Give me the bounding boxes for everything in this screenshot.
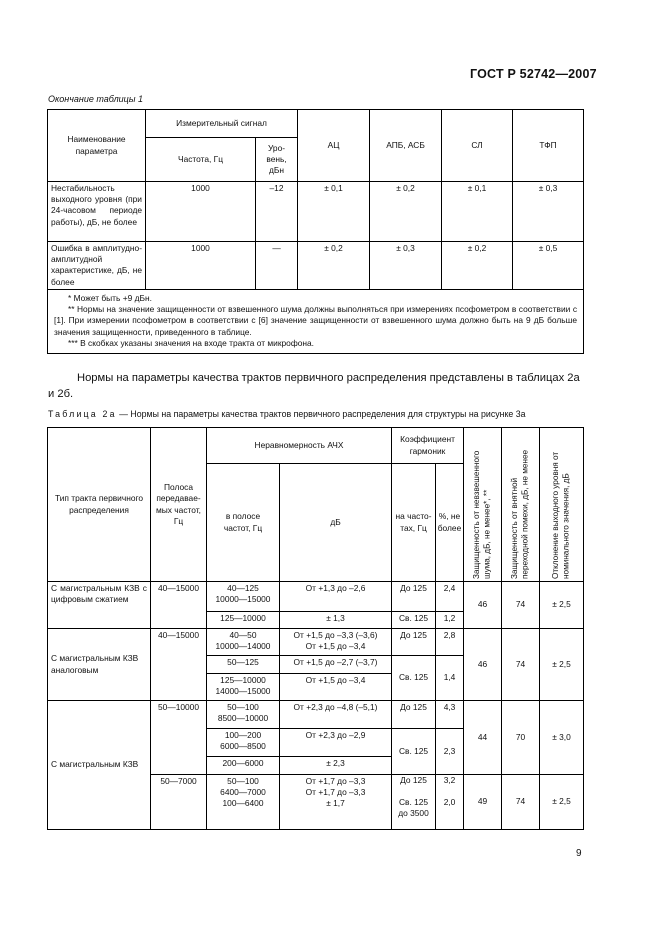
t2-header-harm-freq: на часто- тах, Гц [392,464,436,582]
t1-header-tfp: ТФП [513,110,584,182]
t2-g2-level: ± 2,5 [540,629,584,701]
t1-row2-freq: 1000 [146,242,256,290]
t2-g2-harm-pct-2: 1,4 [436,656,464,701]
table-row [48,242,584,290]
standard-header: ГОСТ Р 52742—2007 [470,67,597,81]
t1-row2-tfp: ± 0,5 [513,242,584,290]
t2-g3a-range-3: 200—6000 [207,757,280,775]
t2-g1-harm-freq-1: До 125 [392,582,436,612]
t1-row1-param: Нестабильность выходного уровня (при 24-часовом периоде работы), дБ, не более [48,182,146,242]
t2-g3a-harm-pct-1: 4,3 [436,701,464,729]
t1-row1-freq: 1000 [146,182,256,242]
body-paragraph: Нормы на параметры качества трактов первичного распределения представлены в таблицах 2а и 2б. [48,372,580,400]
t2-header-db: дБ [280,464,392,582]
t2-g3a-range-1: 50—100 8500—10000 [207,701,280,729]
note-2: ** Нормы на значение защищенности от взвешенного шума должны выполняться при измерениях псофометром в соответствии с [1]. При измерении псофометром в соответствии с [6] значение защищенности от взвешенного шума должно быть на 9 дБ больше значения защищенности, приведенного в таблице. [54,304,578,337]
t1-row1-tfp: ± 0,3 [513,182,584,242]
t2-g2-range-3: 125—10000 14000—15000 [207,674,280,701]
table-row [48,582,584,612]
t2-header-harm-pct: %, не более [436,464,464,582]
t2-g3b-range-1: 50—100 6400—7000 100—6400 [207,775,280,830]
t2-header-achx: Неравномерность АЧХ [207,428,392,464]
t2-g3a-range-2: 100—200 6000—8500 [207,729,280,757]
t2-g1-band: 40—15000 [151,582,207,629]
table2a-caption-label: Таблица 2а [48,409,117,419]
t2-g2-range-2: 50—125 [207,656,280,674]
t1-header-sl: СЛ [442,110,513,182]
t1-row2-level: — [256,242,298,290]
t1-row1-ac: ± 0,1 [298,182,370,242]
note-3: *** В скобках указаны значения на входе тракта от микрофона. [68,337,314,348]
t2-g1-harm-pct-2: 1,2 [436,612,464,629]
t2-g3b-harm-freq-1: До 125 [400,775,427,785]
t2-g3b-harm-pct-2: 2,0 [443,797,456,807]
t2-g1-db-1: От +1,3 до –2,6 [280,582,392,612]
t1-header-apb: АПБ, АСБ [370,110,442,182]
t2-header-cross: Защищенность от внятной переходной помехи, дБ, не менее [510,449,530,579]
t2-header-level-dev: Отклонение выходного уровня от номинального значения, дБ [551,451,571,579]
table2a-caption-text: — Нормы на параметры качества трактов первичного распределения для структуры на рисунке 3а [116,409,526,419]
table-row [48,629,584,656]
table2a-caption [48,409,588,419]
t2-header-band: Полоса передавае- мых частот, Гц [151,428,207,582]
t2-g3a-band: 50—10000 [151,701,207,775]
t2-g3-type: С магистральным КЗВ [48,701,151,830]
table1-caption: Окончание таблицы 1 [48,94,143,104]
t2-g3a-db-2: От +2,3 до –2,9 [280,729,392,757]
t1-header-ac: АЦ [298,110,370,182]
t2-g2-noise: 46 [464,629,502,701]
t2-header-harm: Коэффициент гармоник [392,428,464,464]
t1-row1-apb: ± 0,2 [370,182,442,242]
table-2a [47,427,584,830]
t2-g1-type: С магистральным КЗВ с цифровым сжатием [48,582,151,629]
t1-row1-level: –12 [256,182,298,242]
t1-row2-ac: ± 0,2 [298,242,370,290]
page-number: 9 [576,848,582,859]
t2-g2-harm-pct-1: 2,8 [436,629,464,656]
t2-g2-range-1: 40—50 10000—14000 [207,629,280,656]
t2-g3a-level: ± 3,0 [540,701,584,775]
t2-g1-level: ± 2,5 [540,582,584,629]
note-1: * Может быть +9 дБн. [68,293,152,303]
t2-g3a-noise: 44 [464,701,502,775]
t2-g2-db-1: От +1,5 до –3,3 (–3,6) От +1,5 до –3,4 [280,629,392,656]
t1-row2-apb: ± 0,3 [370,242,442,290]
t1-header-signal: Измерительный сигнал [146,110,298,138]
t1-row2-param: Ошибка в амплитудно-амплитудной характеристике, дБ, не более [48,242,146,290]
t2-g3b-band: 50—7000 [151,775,207,830]
t2-g3a-harm-freq-2: Св. 125 [392,729,436,775]
t2-g3b-noise: 49 [464,775,502,830]
t2-g1-range-1: 40—125 10000—15000 [207,582,280,612]
t2-g1-cross: 74 [502,582,540,629]
t2-g3a-db-1: От +2,3 до –4,8 (–5,1) [280,701,392,729]
t2-g1-harm-freq-2: Св. 125 [392,612,436,629]
t1-header-freq: Частота, Гц [146,138,256,182]
table1-notes [48,290,584,354]
t2-g2-cross: 74 [502,629,540,701]
t2-header-noise: Защищенность от невзвешенного шума, дБ, не менее*, ** [472,450,492,579]
t2-g3a-harm-pct-2: 2,3 [436,729,464,775]
t2-g2-harm-freq-1: До 125 [392,629,436,656]
t2-g1-db-2: ± 1,3 [280,612,392,629]
t2-g2-harm-freq-2: Св. 125 [392,656,436,701]
t2-g3b-db-1: От +1,7 до –3,3 От +1,7 до –3,3 ± 1,7 [280,775,392,830]
t2-g2-type: С магистральным КЗВ аналоговым [48,629,151,701]
t2-header-type: Тип тракта первичного распределения [48,428,151,582]
t2-g3a-cross: 70 [502,701,540,775]
t1-header-param: Наименование параметра [48,110,146,182]
t2-g1-noise: 46 [464,582,502,629]
t1-row1-sl: ± 0,1 [442,182,513,242]
t2-g2-band: 40—15000 [151,629,207,701]
t2-header-in-band: в полосе частот, Гц [207,464,280,582]
t2-g3a-harm-freq-1: До 125 [392,701,436,729]
table-1 [47,109,584,354]
t2-g3a-db-3: ± 2,3 [280,757,392,775]
t2-g2-db-3: От +1,5 до –3,4 [280,674,392,701]
t1-header-level: Уро- вень, дБн [256,138,298,182]
table-row [48,182,584,242]
t2-g1-harm-pct-1: 2,4 [436,582,464,612]
t2-g3b-harm-freq-2: Св. 125 до 3500 [398,797,429,819]
table-row [48,701,584,729]
t2-g3b-cross: 74 [502,775,540,830]
t2-g2-db-2: От +1,5 до –2,7 (–3,7) [280,656,392,674]
t2-g3b-level: ± 2,5 [540,775,584,830]
t2-g3b-harm-pct-1: 3,2 [443,775,456,785]
t1-row2-sl: ± 0,2 [442,242,513,290]
t2-g1-range-2: 125—10000 [207,612,280,629]
